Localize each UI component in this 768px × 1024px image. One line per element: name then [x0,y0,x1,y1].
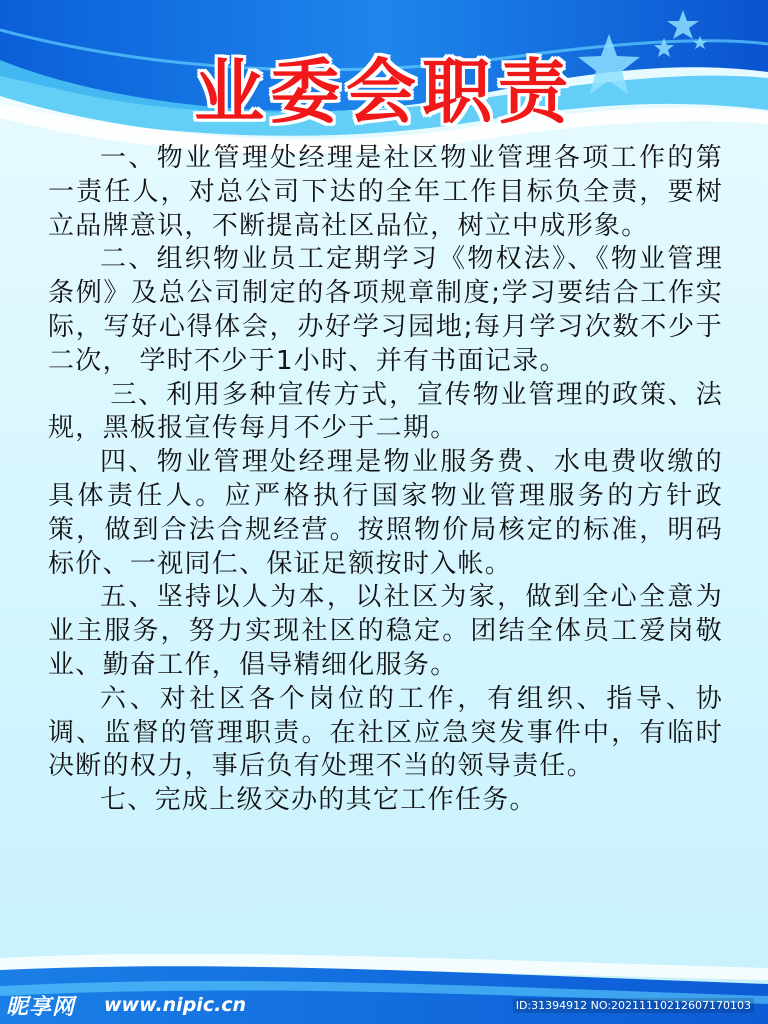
duty-paragraph-3: 三、利用多种宣传方式，宣传物业管理的政策、法规，黑板报宣传每月不少于二期。 [48,379,723,444]
duty-paragraph-6: 六、对社区各个岗位的工作，有组织、指导、协调、监督的管理职责。在社区应急突发事件中，有临时决断的权力，事后负有处理不当的领导责任。 [48,683,723,782]
duty-paragraph-2: 二、组织物业员工定期学习《物权法》、《物业管理条例》及总公司制定的各项规章制度;学习要结合工作实际，写好心得体会，办好学习园地;每月学习次数不少于二次， 学时不少于1小时、并有书面记录。 [48,244,723,376]
duty-paragraph-7: 七、完成上级交办的其它工作任务。 [100,785,537,816]
watermark-id: ID:31394912 NO:20211110212607170103 [513,998,754,1013]
watermark-logo: 昵享网 [6,995,76,1020]
duty-paragraph-5: 五、坚持以人为本，以社区为家，做到全心全意为业主服务，努力实现社区的稳定。团结全体员工爱岗敬业、勤奋工作，倡导精细化服务。 [48,582,723,680]
watermark-url: www.nipic.cn [104,994,247,1016]
poster-title: 业委会职责 [194,51,574,133]
duty-paragraph-1: 一、物业管理处经理是社区物业管理各项工作的第一责任人，对总公司下达的全年工作目标负全责，要树立品牌意识，不断提高社区品位，树立中成形象。 [48,143,723,241]
duties-list [48,142,723,818]
duty-paragraph-4: 四、物业管理处经理是物业服务费、水电费收缴的具体责任人。应严格执行国家物业管理服务的方针政策，做到合法合规经营。按照物价局核定的标准，明码标价、一视同仁、保证足额按时入帐。 [48,447,723,579]
